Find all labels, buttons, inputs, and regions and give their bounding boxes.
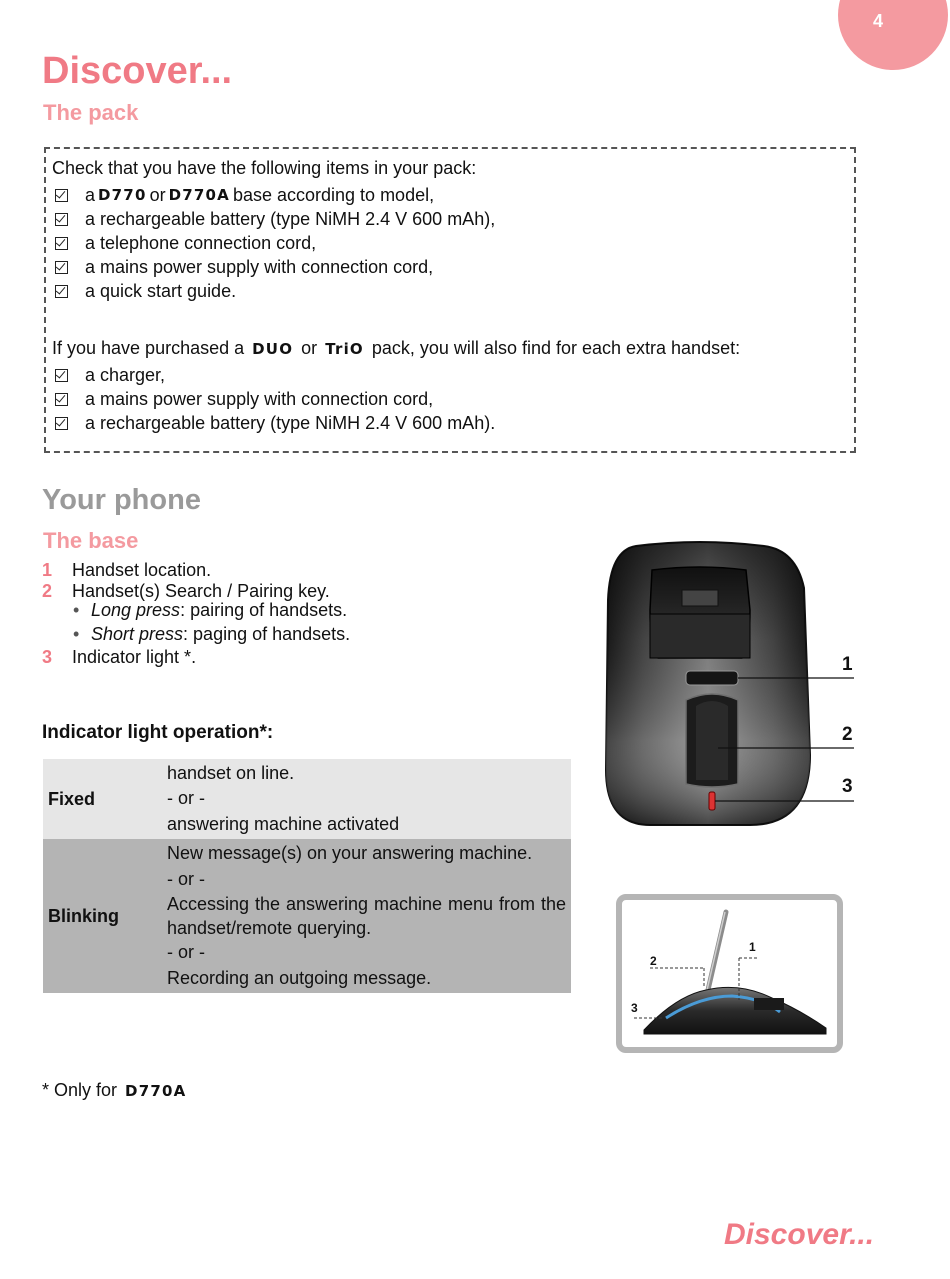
- feature-text: Handset(s) Search / Pairing key.: [72, 581, 330, 601]
- callout-side-2: 2: [650, 954, 657, 968]
- press-text: : pairing of handsets.: [180, 600, 348, 620]
- extra-handset-checklist: [52, 363, 495, 435]
- section-title-the-base: The base: [43, 528, 139, 553]
- model-logo-d770a: D770A: [125, 1082, 187, 1100]
- description-line: - or -: [167, 868, 205, 889]
- feature-text: Indicator light *.: [72, 647, 197, 667]
- checkbox-checked-icon: [55, 189, 68, 202]
- pack-item-base: [52, 183, 495, 207]
- pack-item-text: a telephone connection cord,: [85, 233, 317, 253]
- model-logo-d770: D770: [98, 186, 147, 204]
- footer-title: Discover...: [724, 1218, 875, 1251]
- press-text: : paging of handsets.: [183, 624, 351, 644]
- description-line: - or -: [167, 788, 205, 809]
- section-title-your-phone: Your phone: [42, 484, 201, 516]
- press-term: Short press: [91, 624, 184, 644]
- pack-item-text: a quick start guide.: [85, 281, 237, 301]
- intro-text: If you have purchased a: [52, 338, 245, 358]
- page-number: 4: [872, 11, 883, 31]
- description-line: handset on line.: [167, 762, 295, 783]
- base-feature-3: [42, 647, 196, 668]
- description-line: answering machine activated: [167, 813, 400, 834]
- base-side-illustration: [622, 900, 837, 1047]
- pack-item-text: a mains power supply with connection cord,: [85, 389, 434, 409]
- section-title-the-pack: The pack: [43, 100, 139, 125]
- pack-item-text: base according to model,: [232, 185, 435, 205]
- description-line: New message(s) on your answering machine.: [167, 843, 533, 863]
- pack-item-text: a rechargeable battery (type NiMH 2.4 V 600 mAh),: [85, 209, 496, 229]
- description-line: Accessing the answering machine menu from the handset/remote querying.: [167, 894, 566, 938]
- base-feature-1: [42, 560, 211, 581]
- checkbox-checked-icon: [55, 393, 68, 406]
- base-front-illustration: [600, 540, 860, 830]
- feature-text: Handset location.: [72, 560, 212, 580]
- checkbox-checked-icon: [55, 213, 68, 226]
- page-number-badge: [838, 0, 948, 70]
- pack-item-power: [52, 255, 495, 279]
- mode-label-fixed: Fixed: [48, 788, 96, 809]
- intro-text: or: [301, 338, 318, 358]
- pack-item-text: or: [149, 185, 166, 205]
- checkbox-checked-icon: [55, 285, 68, 298]
- checkbox-checked-icon: [55, 417, 68, 430]
- base-feature-2: [42, 581, 330, 602]
- mode-label-blinking: Blinking: [48, 905, 119, 926]
- mode-description-fixed: [167, 759, 571, 839]
- pack-item-battery: [52, 207, 495, 231]
- feature-number: 1: [42, 560, 53, 580]
- pairing-long-press: [73, 600, 347, 621]
- pack-logo-trio: TriO: [325, 340, 364, 358]
- mode-description-blinking: [167, 839, 571, 993]
- pack-item-text: a: [85, 185, 96, 205]
- callout-front-3: 3: [842, 776, 853, 797]
- pack-extra-intro: [52, 338, 740, 359]
- pack-logo-duo: DUO: [252, 340, 294, 358]
- checkbox-checked-icon: [55, 237, 68, 250]
- pack-item-cord: [52, 231, 495, 255]
- pairing-short-press: [73, 624, 350, 645]
- intro-text: pack, you will also find for each extra handset:: [371, 338, 741, 358]
- pack-item-text: a charger,: [85, 365, 166, 385]
- feature-number: 2: [42, 581, 53, 601]
- pack-item-text: a mains power supply with connection cord,: [85, 257, 434, 277]
- bullet-icon: •: [73, 600, 80, 620]
- indicator-table: [43, 759, 571, 993]
- extra-item-power: [52, 387, 495, 411]
- page-title: Discover...: [42, 50, 233, 92]
- indicator-heading: Indicator light operation*:: [42, 722, 274, 743]
- pack-item-text: a rechargeable battery (type NiMH 2.4 V 600 mAh).: [85, 413, 496, 433]
- model-logo-d770a: D770A: [168, 186, 230, 204]
- extra-item-charger: [52, 363, 495, 387]
- table-row-fixed: [43, 759, 571, 839]
- description-line: Recording an outgoing message.: [167, 967, 432, 988]
- bullet-icon: •: [73, 624, 80, 644]
- checkbox-checked-icon: [55, 261, 68, 274]
- pack-item-guide: [52, 279, 495, 303]
- pack-checklist: [52, 183, 495, 303]
- footnote-text: * Only for: [42, 1080, 118, 1100]
- callout-side-3: 3: [631, 1001, 638, 1015]
- feature-number: 3: [42, 647, 53, 667]
- callout-front-1: 1: [842, 654, 853, 675]
- press-term: Long press: [91, 600, 181, 620]
- table-row-blinking: [43, 839, 571, 993]
- extra-item-battery: [52, 411, 495, 435]
- callout-front-2: 2: [842, 724, 853, 745]
- checkbox-checked-icon: [55, 369, 68, 382]
- description-line: - or -: [167, 942, 205, 962]
- pack-intro: Check that you have the following items in your pack:: [52, 158, 477, 178]
- callout-side-1: 1: [749, 940, 756, 954]
- footnote: [42, 1080, 189, 1101]
